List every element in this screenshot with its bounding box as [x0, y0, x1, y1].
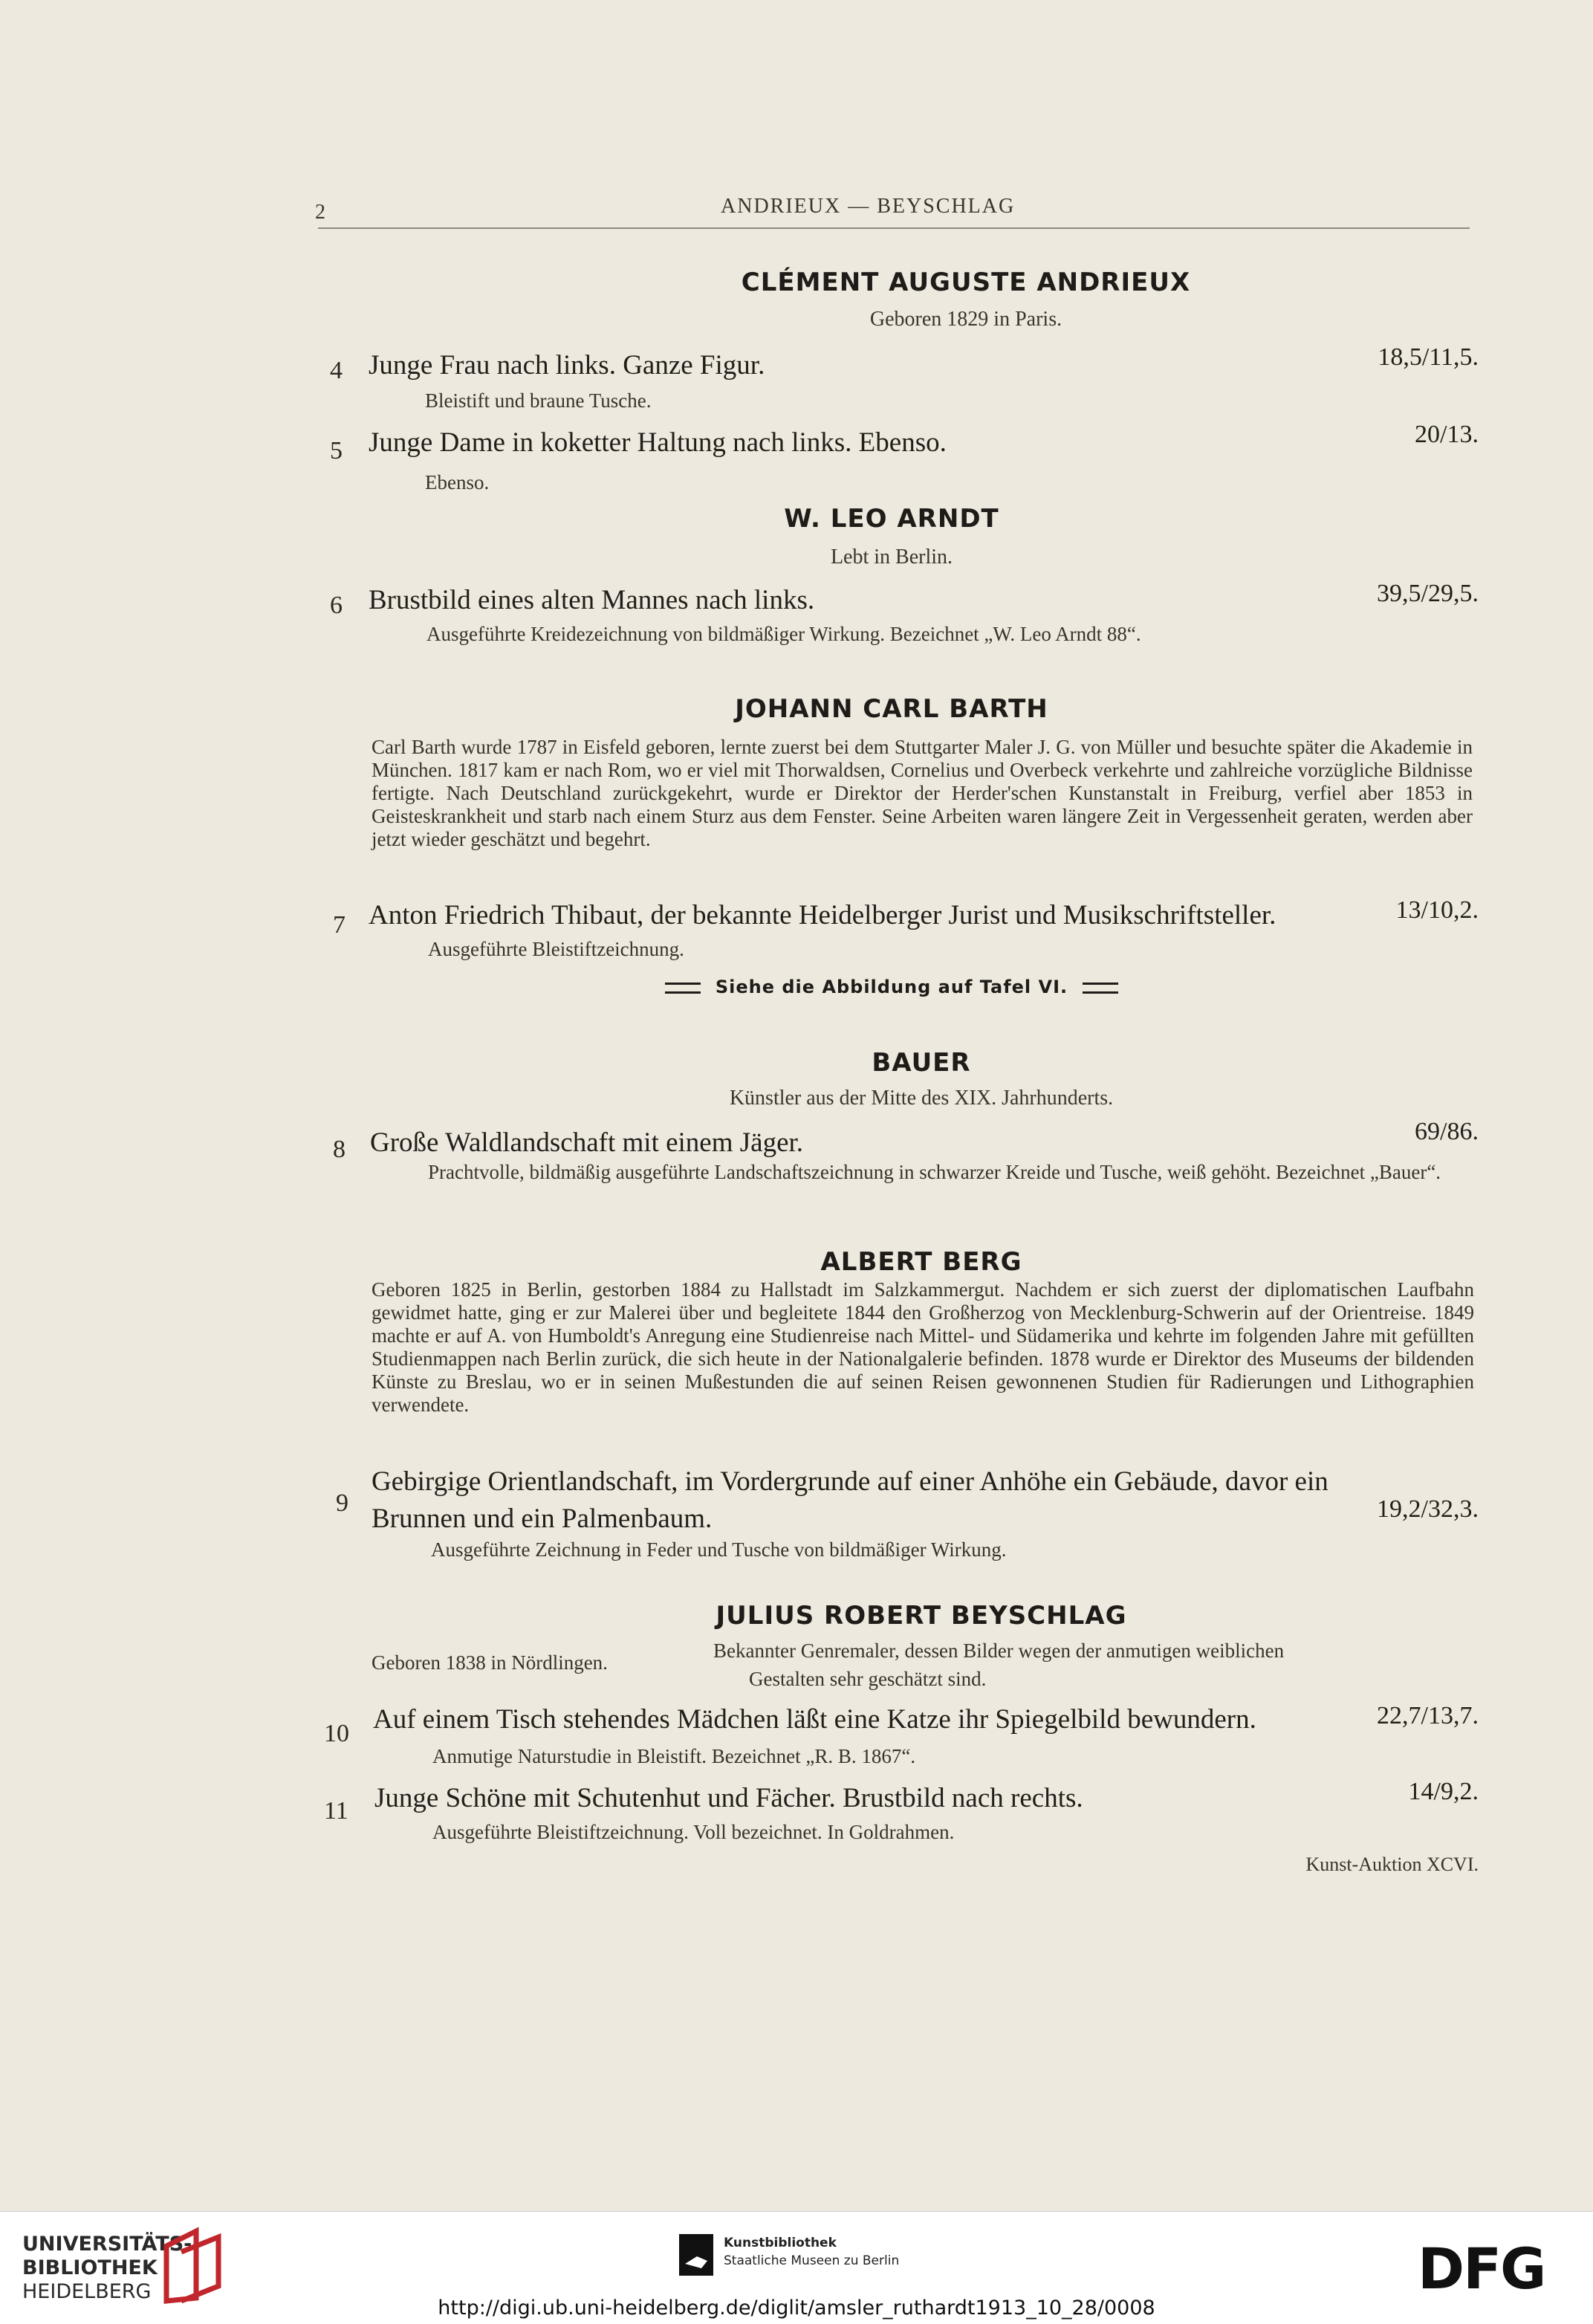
lot-title: Brustbild eines alten Mannes nach links.	[369, 585, 815, 615]
lot-number: 4	[330, 357, 343, 384]
artist-biography: Geboren 1825 in Berlin, gestorben 1884 zu Hallstadt im Salzkammergut. Nachdem er sich zuerst der diplomatischen Laufbahn gewidmet hatte, ging er zur Malerei über und begleitete 1844 den Großherzog von Mecklenburg-Schwerin auf der Orientreise. 1849 machte er auf A. von Humboldt's Anregung eine Studienreise nach Mittel- und Südamerika und kehrte im folgenden Jahre mit gefüllten Studienmappen nach Berlin zurück, die sich heute in der Nationalgalerie befinden. 1878 wurde er Direktor des Museums der bildenden Künste zu Breslau, wo er in seinen Mußestunden die auf seinen Reisen gewonnenen Studien für Radierungen und Lithographien verwendete.	[372, 1278, 1474, 1416]
university-library-name: UNIVERSITÄTS- BIBLIOTHEK HEIDELBERG	[22, 2233, 192, 2303]
lot-description: Ausgeführte Bleistiftzeichnung.	[428, 938, 684, 960]
lot-size: 39,5/29,5.	[1377, 580, 1479, 607]
lot-description: Anmutige Naturstudie in Bleistift. Bezeichnet „R. B. 1867“.	[432, 1745, 916, 1767]
artist-dates: Geboren 1829 in Paris.	[869, 308, 1062, 331]
lot-description: Ausgeführte Bleistiftzeichnung. Voll bezeichnet. In Goldrahmen.	[432, 1821, 955, 1843]
lot-size: 69/86.	[1415, 1118, 1479, 1145]
artist-name: ALBERT BERG	[820, 1247, 1022, 1277]
artist-name: W. LEO ARNDT	[784, 504, 999, 534]
lot-title: Auf einem Tisch stehendes Mädchen läßt eine Katze ihr Spiegelbild bewundern.	[373, 1704, 1256, 1735]
lot-number: 10	[324, 1720, 349, 1747]
lot-number: 7	[333, 911, 345, 939]
lot-description: Ausgeführte Kreidezeichnung von bildmäßiger Wirkung. Bezeichnet „W. Leo Arndt 88“.	[426, 623, 1141, 645]
lot-title: Junge Schöne mit Schutenhut und Fächer. Brustbild nach rechts.	[374, 1783, 1083, 1813]
double-rule-left	[665, 983, 701, 994]
lot-number: 9	[336, 1489, 348, 1517]
lot-number: 11	[324, 1797, 348, 1825]
permalink-url[interactable]: http://digi.ub.uni-heidelberg.de/diglit/amsler_ruthardt1913_10_28/0008	[438, 2297, 1155, 2320]
lot-description: Prachtvolle, bildmäßig ausgeführte Landschaftszeichnung in schwarzer Kreide und Tusche, weiß gehöht. Bezeichnet „Bauer“.	[428, 1161, 1441, 1183]
lot-title: Junge Dame in koketter Haltung nach links. Ebenso.	[369, 427, 947, 458]
digitization-footer	[0, 2211, 1593, 2324]
lot-description: Ausgeführte Zeichnung in Feder und Tusche von bildmäßiger Wirkung.	[431, 1538, 1007, 1561]
lot-size: 13/10,2.	[1395, 896, 1479, 924]
artist-biography: Carl Barth wurde 1787 in Eisfeld geboren, lernte zuerst bei dem Stuttgarter Maler J. G. von Müller und besuchte später die Akademie in München. 1817 kam er nach Rom, wo er viel mit Thorwaldsen, Cornelius und Overbeck verkehrte und zahlreiche vorzügliche Bildnisse fertigte. Nach Deutschland zurückgekehrt, wurde er Direktor der Herder'schen Kunstanstalt in Freiburg, verfiel aber 1853 in Geisteskrankheit und starb nach einem Sturz aus dem Fenster. Seine Arbeiten waren längere Zeit in Vergessenheit geraten, werden aber jetzt wieder geschätzt und begehrt.	[372, 736, 1473, 850]
lot-size: 22,7/13,7.	[1377, 1702, 1479, 1729]
kunstbibliothek-logo-icon	[679, 2234, 713, 2276]
lot-title-continued: Brunnen und ein Palmenbaum.	[372, 1504, 713, 1534]
artist-name: JOHANN CARL BARTH	[735, 694, 1048, 724]
lot-number: 5	[330, 437, 343, 465]
artist-dates: Lebt in Berlin.	[830, 546, 953, 569]
lot-title: Junge Frau nach links. Ganze Figur.	[369, 350, 765, 381]
artist-biography: Bekannter Genremaler, dessen Bilder wegen der anmutigen weiblichen	[713, 1640, 1285, 1662]
lot-title: Anton Friedrich Thibaut, der bekannte Heidelberger Jurist und Musikschriftsteller.	[369, 900, 1276, 930]
heidelberg-logo-icon	[159, 2227, 226, 2305]
lot-size: 20/13.	[1415, 421, 1479, 448]
lot-number: 6	[330, 592, 343, 619]
lot-number: 8	[333, 1136, 345, 1163]
artist-biography-continued: Gestalten sehr geschätzt sind.	[749, 1668, 987, 1690]
plate-reference-note: Siehe die Abbildung auf Tafel VI.	[520, 977, 1263, 997]
page-number: 2	[315, 201, 327, 224]
kunstbibliothek-name: Kunstbibliothek Staatliche Museen zu Berlin	[724, 2236, 900, 2268]
lot-size: 14/9,2.	[1408, 1778, 1479, 1805]
lot-description: Bleistift und braune Tusche.	[425, 389, 652, 412]
header-rule	[318, 227, 1470, 229]
running-title: ANDRIEUX — BEYSCHLAG	[721, 195, 1016, 218]
artist-name: BAUER	[872, 1048, 971, 1078]
lot-title: Große Waldlandschaft mit einem Jäger.	[370, 1127, 804, 1158]
artist-dates: Künstler aus der Mitte des XIX. Jahrhunderts.	[729, 1087, 1114, 1110]
lot-title: Gebirgige Orientlandschaft, im Vordergrunde auf einer Anhöhe ein Gebäude, davor ein	[372, 1466, 1328, 1497]
lot-size: 19,2/32,3.	[1377, 1495, 1479, 1523]
artist-dates: Geboren 1838 in Nördlingen.	[372, 1651, 608, 1674]
dfg-logo: DFG	[1418, 2236, 1545, 2302]
lot-description: Ebenso.	[425, 471, 490, 493]
lot-size: 18,5/11,5.	[1378, 343, 1479, 371]
auction-signature: Kunst-Auktion XCVI.	[1305, 1854, 1479, 1875]
artist-name: CLÉMENT AUGUSTE ANDRIEUX	[741, 268, 1191, 297]
artist-name: JULIUS ROBERT BEYSCHLAG	[716, 1601, 1127, 1631]
double-rule-right	[1083, 983, 1118, 994]
